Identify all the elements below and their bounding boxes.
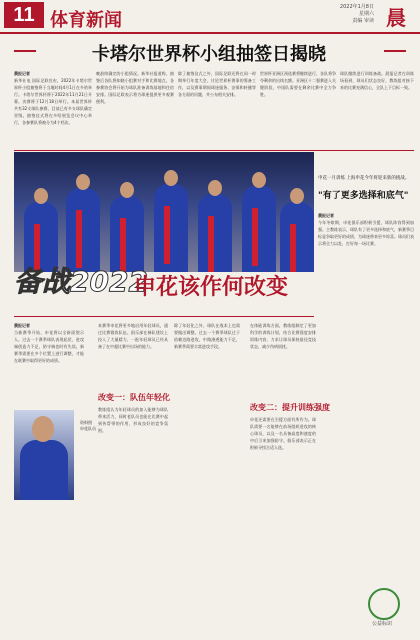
pinwheel-icon <box>368 588 400 620</box>
column-text: 球队继续进行训练备战。晨报记者在训练场看到，球员们状态良好，教练组对接下来的比赛充满信心，全队上下目标一致。 <box>340 71 414 90</box>
article-column-5 <box>340 70 414 150</box>
header-meta <box>304 4 374 25</box>
section-divider <box>14 150 414 151</box>
byline: 晨报记者 <box>14 71 30 76</box>
column-text: 新华社电 国际足联宣布，2022年卡塔尔世界杯小组抽签将于当地时间4月1日在多哈举行。卡塔尔世界杯将于2022年11月21日开幕，决赛将于12月18日举行。本届世界杯共有32支球队参赛，目前已有多支球队确定晋级。抽签仪式将在多哈展览会议中心举行，各参赛队将被分为4个档次。 <box>14 78 92 125</box>
byline: 晨报记者 <box>318 213 334 218</box>
feature-banner <box>14 250 314 310</box>
meta-line: 2022年1月8日 <box>339 4 374 10</box>
badge-label: 公益标识 <box>371 621 392 627</box>
lower-column-3 <box>174 322 240 622</box>
page-header <box>0 0 420 34</box>
side-article <box>318 212 414 372</box>
lower-column-4b <box>250 416 316 616</box>
lower-column-4 <box>250 322 316 398</box>
byline: 晨报记者 <box>14 323 30 328</box>
public-service-badge <box>362 588 402 628</box>
column-text: 当新赛季开始，申花将以全新面貌示人。过去一个赛季球队表现起伏，进攻端创造力不足，防守端也时有失误。新赛季需要在多个位置上进行调整，才能在联赛中取得更好的成绩。 <box>14 330 84 363</box>
lower-column-2 <box>98 322 168 388</box>
player-portrait <box>14 410 74 500</box>
column-text: 除了年轻化之外，球队在战术上也需要做出调整。过去一个赛季球队过于依赖边路进攻，中路渗透能力不足，新赛季需要丰富进攻手段。 <box>174 323 240 349</box>
column-text: 世界杯亚洲区预选赛将继续进行，各队将争夺剩余的出线名额。亚洲区十二强赛进入关键阶段，中国队需要在剩余比赛中全力争胜。 <box>260 71 336 97</box>
column-text: 申花还需要在引援方面有所作为。球队需要一名能够在前场组织进攻的核心球员，以及一名具备高度和速度的中后卫来加强防守。俱乐部表示正在积极寻找合适人选。 <box>250 417 316 450</box>
headline-rule-right <box>384 50 406 52</box>
banner-left-text: 备战2022 <box>14 265 148 298</box>
article-column-2 <box>96 70 174 150</box>
main-headline: 卡塔尔世界杯小组抽签日揭晓 <box>92 44 326 65</box>
column-text: 今年冬歇期，申花俱乐部积极引援，球队阵容得到加强。主教练表示，球队有了更多选择和底气，新赛季目标是争取更好的成绩，为球迷带来更多惊喜。球员们表示将全力以赴，打好每一场比赛。 <box>318 220 414 246</box>
column-text: 晚最终确定的小组情况。新华社报道称，抽签后各队将知晓小组赛对手和比赛地点，各参赛协会将开始为球队准备训练基地和住宿安排。国际足联表示将为球迷提供更多观赛便利。 <box>96 71 174 104</box>
meta-line: 责编 审读 <box>352 18 374 24</box>
article-column-3 <box>178 70 256 150</box>
newspaper-logo: 晨 <box>386 6 406 30</box>
column-text: 教练组认为年轻球员的加入能够为球队带来活力，同时老队员也能在比赛中起到传帮带的作用，形成良好的竞争氛围。 <box>98 407 168 433</box>
lower-column-1 <box>14 322 84 402</box>
subheading: 改变一：队伍年轻化 <box>98 393 170 402</box>
section-divider <box>14 316 314 317</box>
photo-caption: 资料图 申花队员 <box>80 420 96 431</box>
main-headline-block <box>0 40 420 65</box>
page-number: 11 <box>4 2 44 28</box>
lower-column-2b <box>98 406 168 626</box>
column-text: 本赛季申花将更多地启用年轻球员，通过比赛锻炼队伍。俱乐部在梯队建设上投入了大量精力，一批年轻球员已经具备了在中超比赛中出场的能力。 <box>98 323 168 349</box>
column-text: 除了抽签仪式之外，国际足联还将在同一时期举行年度大会，讨论世界杯赛事的筹备工作，以及赛事期间球迷服务、安保和转播等各方面的问题，并公布相关安排。 <box>178 71 256 97</box>
side-headline: "有了更多选择和底气" <box>318 191 409 201</box>
column-text: 在体能训练方面，教练组制定了更加科学的训练计划，结合比赛强度安排训练内容，力求让球员保持最佳竞技状态，减少伤病困扰。 <box>250 323 316 349</box>
meta-line: 星期六 <box>358 11 374 17</box>
article-column-1 <box>14 70 92 150</box>
subheading: 改变二：提升训练强度 <box>250 403 330 412</box>
section-title: 体育新闻 <box>50 10 122 31</box>
headline-rule-left <box>14 50 36 52</box>
banner-headline: 申花该作何改变 <box>134 275 289 300</box>
side-intro: 申花一月训练 上海申花今年将迎来新的挑战。 <box>318 176 410 181</box>
article-column-4 <box>260 70 336 150</box>
